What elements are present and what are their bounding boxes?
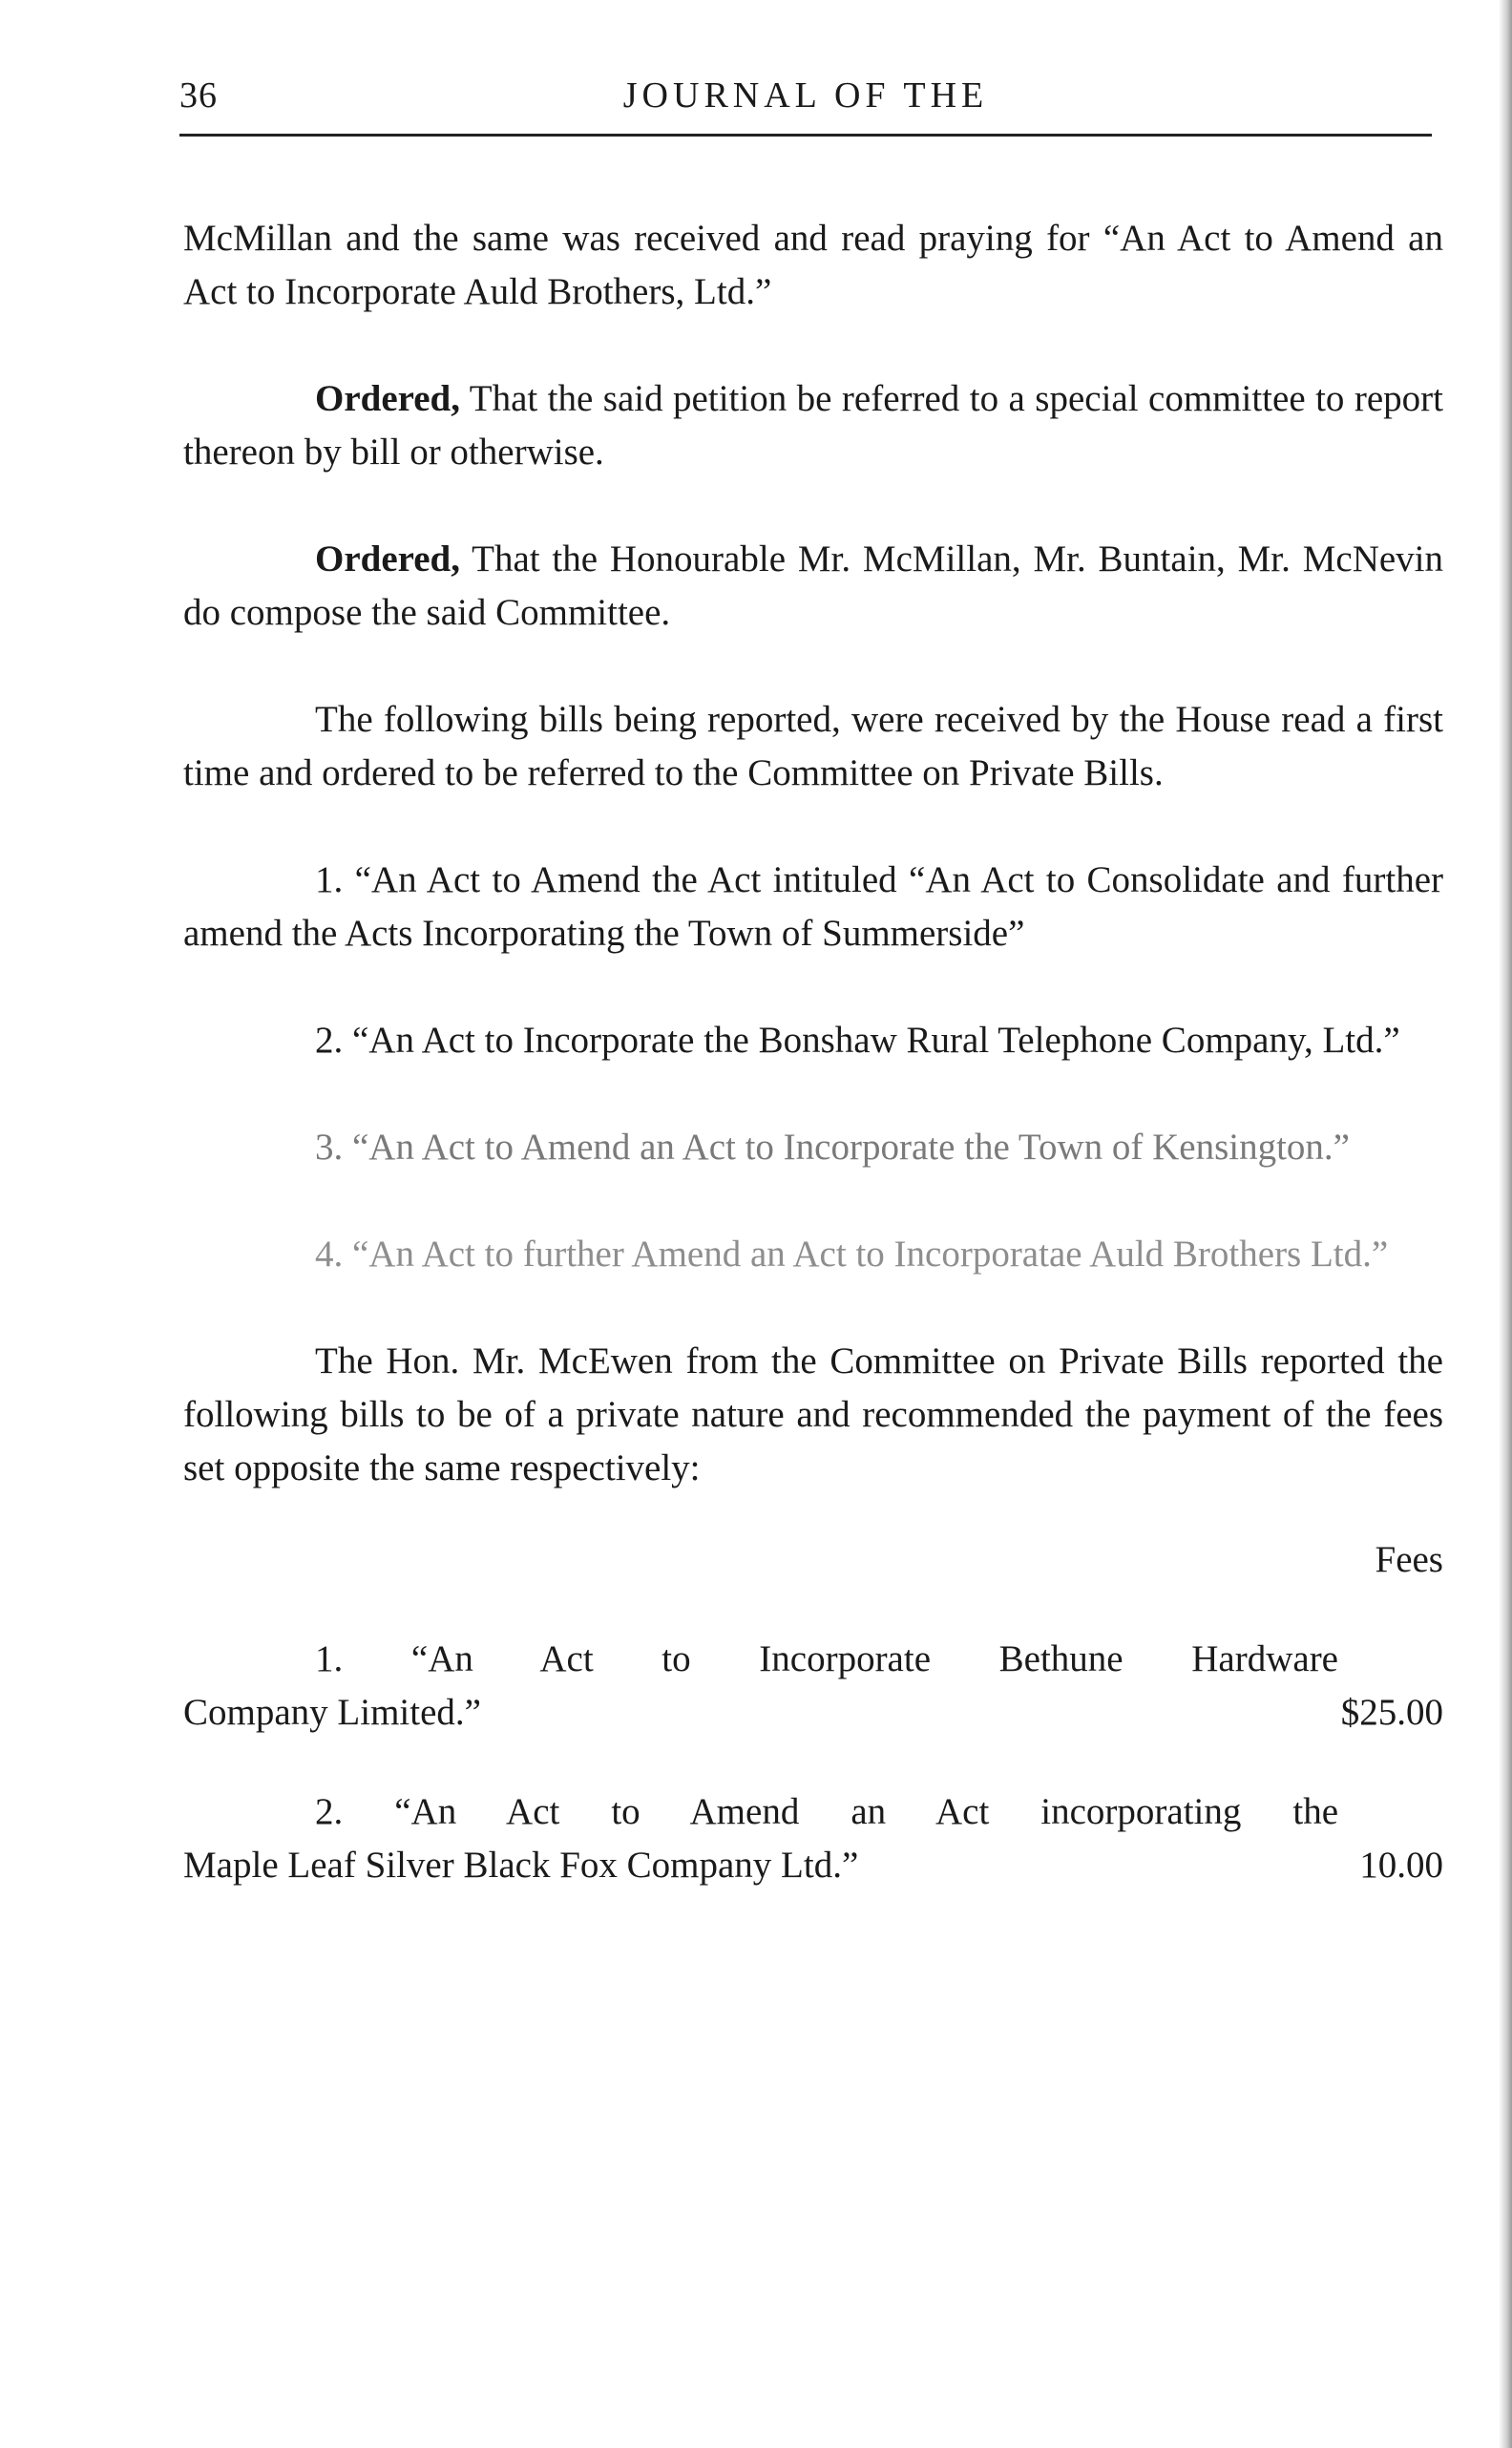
paragraph-bills-reported: The following bills being reported, were received by the House read a first time and ordered to be referred to the Committee on Private Bills. — [183, 699, 1443, 793]
paragraph-ordered-referral — [183, 372, 1443, 479]
fee-item-title: 2. “An Act to Amend an Act incorporating the — [315, 1791, 1338, 1832]
paragraph-committee-report: The Hon. Mr. McEwen from the Committee on Private Bills reported the following bills to be of a private nature and recommended the payment of the fees set opposite the same respectively: — [183, 1340, 1443, 1488]
fee-item-title-cont: Maple Leaf Silver Black Fox Company Ltd.” — [183, 1845, 859, 1886]
bill-item: 2. “An Act to Incorporate the Bonshaw Rural Telephone Company, Ltd.” — [315, 1020, 1400, 1061]
ordered-text: That the said petition be referred to a special committee to report thereon by bill or otherwise. — [183, 378, 1443, 473]
fee-item — [183, 1633, 1443, 1740]
fee-item — [183, 1785, 1443, 1892]
bill-item: 3. “An Act to Amend an Act to Incorporate the Town of Kensington.” — [315, 1127, 1350, 1168]
fee-item-title: 1. “An Act to Incorporate Bethune Hardware — [315, 1638, 1338, 1679]
fee-item-line — [183, 1686, 1443, 1740]
page-edge-shadow — [1499, 0, 1512, 2448]
fee-amount: $25.00 — [1340, 1692, 1443, 1733]
journal-body — [183, 212, 1443, 1938]
paragraph-ordered-committee — [183, 533, 1443, 640]
running-head: JOURNAL OF THE — [622, 75, 989, 116]
bill-item: 1. “An Act to Amend the Act intituled “An Act to Consolidate and further amend the Acts Incorporating the Town of Summerside” — [183, 859, 1443, 954]
ordered-lead: Ordered, — [315, 538, 461, 580]
fee-item-line — [183, 1839, 1443, 1892]
ordered-text: That the Honourable Mr. McMillan, Mr. Buntain, Mr. McNevin do compose the said Committee. — [183, 538, 1443, 633]
ordered-lead: Ordered, — [315, 378, 461, 419]
header-rule — [179, 134, 1432, 137]
bill-item: 4. “An Act to further Amend an Act to Incorporatae Auld Brothers Ltd.” — [315, 1234, 1389, 1275]
page-header — [179, 74, 1432, 132]
fee-item-title-cont: Company Limited.” — [183, 1692, 481, 1733]
fee-amount: 10.00 — [1359, 1845, 1443, 1886]
fees-heading: Fees — [1375, 1539, 1443, 1580]
paragraph-petition: McMillan and the same was received and read praying for “An Act to Amend an Act to Incorporate Auld Brothers, Ltd.” — [183, 218, 1443, 312]
page-number: 36 — [179, 75, 218, 116]
